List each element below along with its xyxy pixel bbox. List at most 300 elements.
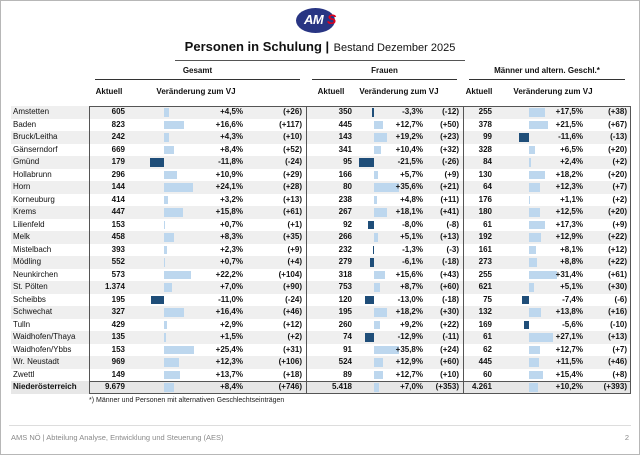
maenner-change-absolute: (+393) <box>603 382 627 391</box>
frauen-change-bar <box>374 146 381 155</box>
gesamt-aktuell-value: 9.679 <box>104 382 125 391</box>
group-header-gesamt: Gesamt <box>95 65 300 80</box>
frauen-aktuell-value: 120 <box>338 294 352 304</box>
frauen-change-cell <box>356 244 426 257</box>
frauen-aktuell-value: 143 <box>338 132 352 141</box>
maenner-change-percent: +18,2% <box>555 169 583 179</box>
frauen-change-cell <box>356 331 426 344</box>
maenner-change-percent: +8,1% <box>560 244 583 254</box>
gesamt-aktuell-value: 969 <box>111 357 125 366</box>
table-row-total <box>11 381 631 394</box>
gesamt-change-percent: -11,0% <box>218 294 243 304</box>
maenner-change-cell <box>496 144 586 157</box>
district-name: Wr. Neustadt <box>13 357 60 366</box>
table-row <box>11 194 631 207</box>
maenner-change-absolute: (+2) <box>612 157 627 166</box>
frauen-change-bar <box>374 308 387 317</box>
frauen-change-bar <box>374 283 380 292</box>
frauen-change-bar <box>374 171 378 180</box>
maenner-change-percent: +11,5% <box>556 357 583 366</box>
group-header-frauen: Frauen <box>312 65 457 80</box>
gesamt-change-absolute: (-24) <box>285 157 302 166</box>
gesamt-change-bar <box>164 283 172 292</box>
subheader-maenner-change: Veränderung zum VJ <box>513 87 593 96</box>
gesamt-aktuell-value: 179 <box>111 157 125 166</box>
maenner-aktuell-value: 169 <box>478 319 492 329</box>
gesamt-change-absolute: (+28) <box>283 182 302 191</box>
frauen-aktuell-value: 279 <box>338 257 352 266</box>
frauen-change-absolute: (+21) <box>440 182 459 191</box>
maenner-change-cell <box>496 244 586 257</box>
maenner-aktuell-value: 99 <box>483 132 492 141</box>
maenner-change-percent: -11,6% <box>558 132 583 141</box>
frauen-change-absolute: (+43) <box>440 269 459 279</box>
table-row <box>11 306 631 319</box>
district-name: Baden <box>13 119 37 129</box>
frauen-aktuell-value: 266 <box>338 232 352 241</box>
maenner-change-percent: +2,4% <box>560 157 583 166</box>
maenner-aktuell-value: 328 <box>478 144 492 154</box>
table-row <box>11 231 631 244</box>
gesamt-change-cell <box>129 356 246 369</box>
maenner-change-absolute: (+16) <box>608 307 627 316</box>
frauen-change-percent: +15,6% <box>395 269 423 279</box>
maenner-change-cell <box>496 344 586 357</box>
frauen-change-bar <box>374 321 380 330</box>
frauen-change-absolute: (-12) <box>442 107 459 116</box>
gesamt-change-cell <box>129 244 246 257</box>
maenner-change-percent: +13,8% <box>555 307 583 316</box>
maenner-change-percent: +17,5% <box>555 107 583 116</box>
maenner-change-bar <box>529 121 548 130</box>
gesamt-change-percent: +2,9% <box>220 319 243 329</box>
gesamt-change-percent: +16,4% <box>215 307 243 316</box>
gesamt-change-absolute: (+10) <box>283 132 302 141</box>
district-name: Waidhofen/Ybbs <box>13 344 72 354</box>
district-name: Gänserndorf <box>13 144 58 154</box>
frauen-aktuell-value: 92 <box>343 219 352 229</box>
gesamt-change-bar <box>164 346 194 355</box>
maenner-aktuell-value: 621 <box>478 282 492 291</box>
maenner-aktuell-value: 75 <box>483 294 492 304</box>
frauen-change-bar <box>372 108 374 117</box>
frauen-change-absolute: (+41) <box>440 207 459 216</box>
maenner-change-percent: +31,4% <box>555 269 583 279</box>
gesamt-change-percent: +7,0% <box>220 282 243 291</box>
subheader-frauen-change: Veränderung zum VJ <box>359 87 439 96</box>
subheader-maenner-aktuell: Aktuell <box>465 87 493 96</box>
maenner-change-absolute: (+9) <box>612 219 627 229</box>
frauen-aktuell-value: 350 <box>338 107 352 116</box>
subheader-gesamt-change: Veränderung zum VJ <box>156 87 236 96</box>
maenner-change-cell <box>496 269 586 282</box>
frauen-change-percent: +19,2% <box>395 132 423 141</box>
page-title-main: Personen in Schulung | <box>184 39 330 54</box>
gesamt-change-bar <box>164 171 177 180</box>
gesamt-aktuell-value: 414 <box>111 194 125 204</box>
gesamt-change-cell <box>129 144 246 157</box>
gesamt-change-bar <box>164 271 191 280</box>
frauen-change-cell <box>356 206 426 219</box>
gesamt-change-percent: +24,1% <box>215 182 243 191</box>
maenner-change-cell <box>496 206 586 219</box>
maenner-change-bar <box>529 246 536 255</box>
maenner-aktuell-value: 255 <box>478 107 492 116</box>
table-row <box>11 356 631 369</box>
frauen-change-bar <box>374 133 387 142</box>
maenner-aktuell-value: 445 <box>478 357 492 366</box>
gesamt-change-bar <box>164 183 193 192</box>
frauen-aktuell-value: 753 <box>338 282 352 291</box>
district-name: Waidhofen/Thaya <box>13 332 76 341</box>
frauen-change-cell <box>356 381 426 394</box>
frauen-change-percent: +8,7% <box>400 282 423 291</box>
frauen-change-cell <box>356 344 426 357</box>
maenner-change-bar <box>529 333 553 342</box>
maenner-change-absolute: (+12) <box>608 244 627 254</box>
frauen-aktuell-value: 74 <box>343 332 352 341</box>
maenner-change-bar <box>529 283 534 292</box>
maenner-change-bar <box>529 183 540 192</box>
gesamt-change-absolute: (+31) <box>283 344 302 354</box>
frauen-change-absolute: (+32) <box>440 144 459 154</box>
maenner-change-percent: +27,1% <box>555 332 583 341</box>
maenner-change-cell <box>496 319 586 332</box>
gesamt-change-bar <box>164 133 169 142</box>
gesamt-aktuell-value: 429 <box>111 319 125 329</box>
maenner-change-percent: +21,5% <box>555 119 583 129</box>
ams-logo-am-text: AM <box>304 12 324 27</box>
district-name: Krems <box>13 207 37 216</box>
frauen-change-bar <box>374 383 379 392</box>
gesamt-change-absolute: (+9) <box>287 244 302 254</box>
frauen-change-percent: +12,7% <box>395 119 423 129</box>
table-row <box>11 294 631 307</box>
gesamt-change-bar <box>164 308 184 317</box>
frauen-aktuell-value: 524 <box>338 357 352 366</box>
frauen-change-percent: -8,0% <box>402 219 423 229</box>
frauen-change-cell <box>356 131 426 144</box>
frauen-change-bar <box>365 333 374 342</box>
frauen-aktuell-value: 260 <box>338 319 352 329</box>
page-title-subtitle: Bestand Dezember 2025 <box>333 42 456 54</box>
maenner-change-percent: +10,2% <box>555 382 583 391</box>
frauen-change-bar <box>374 271 385 280</box>
gesamt-aktuell-value: 242 <box>111 132 125 141</box>
frauen-change-absolute: (-18) <box>442 294 459 304</box>
frauen-aktuell-value: 318 <box>338 269 352 279</box>
district-name: Bruck/Leitha <box>13 132 58 141</box>
gesamt-change-absolute: (+35) <box>283 232 302 241</box>
gesamt-change-percent: +8,4% <box>220 144 243 154</box>
gesamt-change-absolute: (+29) <box>283 169 302 179</box>
frauen-change-cell <box>356 144 426 157</box>
maenner-aktuell-value: 4.261 <box>471 382 492 391</box>
frauen-change-percent: +4,8% <box>400 194 423 204</box>
maenner-change-bar <box>529 233 541 242</box>
table-row <box>11 269 631 282</box>
gesamt-change-percent: +0,7% <box>220 257 243 266</box>
maenner-aktuell-value: 161 <box>478 244 492 254</box>
frauen-change-cell <box>356 281 426 294</box>
frauen-change-percent: -12,9% <box>397 332 423 341</box>
gesamt-change-absolute: (+13) <box>283 194 302 204</box>
table-row <box>11 206 631 219</box>
frauen-change-percent: +7,0% <box>400 382 423 391</box>
frauen-aktuell-value: 166 <box>338 169 352 179</box>
ams-logo-s-text: S <box>327 11 337 27</box>
table-row <box>11 169 631 182</box>
gesamt-change-bar <box>150 158 164 167</box>
group-header-maenner: Männer und altern. Geschl.* <box>469 65 625 80</box>
frauen-change-absolute: (+23) <box>440 132 459 141</box>
maenner-change-absolute: (-13) <box>610 132 627 141</box>
frauen-change-bar <box>365 296 374 305</box>
gesamt-aktuell-value: 144 <box>111 182 125 191</box>
gesamt-aktuell-value: 552 <box>111 257 125 266</box>
gesamt-change-cell <box>129 181 246 194</box>
table-row <box>11 344 631 357</box>
frauen-change-absolute: (+22) <box>440 319 459 329</box>
frauen-change-bar <box>374 358 383 367</box>
frauen-change-cell <box>356 106 426 119</box>
frauen-change-absolute: (-18) <box>442 257 459 266</box>
maenner-change-bar <box>529 371 543 380</box>
gesamt-change-absolute: (+90) <box>283 282 302 291</box>
frauen-change-cell <box>356 194 426 207</box>
maenner-change-cell <box>496 256 586 269</box>
frauen-change-bar <box>368 221 374 230</box>
maenner-change-absolute: (+13) <box>608 332 627 341</box>
gesamt-change-absolute: (-24) <box>285 294 302 304</box>
gesamt-change-percent: +13,7% <box>215 369 243 379</box>
gesamt-change-bar <box>164 333 166 342</box>
gesamt-change-absolute: (+26) <box>283 107 302 116</box>
frauen-change-percent: -13,0% <box>397 294 423 304</box>
frauen-change-absolute: (+30) <box>440 307 459 316</box>
maenner-change-cell <box>496 281 586 294</box>
maenner-change-bar <box>524 321 529 330</box>
gesamt-change-percent: +12,3% <box>215 357 243 366</box>
gesamt-change-cell <box>129 169 246 182</box>
gesamt-aktuell-value: 153 <box>111 219 125 229</box>
gesamt-change-absolute: (+4) <box>287 257 302 266</box>
gesamt-change-absolute: (+117) <box>279 119 302 129</box>
frauen-change-percent: +10,4% <box>395 144 423 154</box>
frauen-change-cell <box>356 181 426 194</box>
district-table <box>11 106 631 394</box>
frauen-change-absolute: (+24) <box>440 344 459 354</box>
frauen-change-bar <box>370 258 374 267</box>
maenner-change-cell <box>496 331 586 344</box>
frauen-change-bar <box>359 158 374 167</box>
maenner-change-bar <box>529 258 537 267</box>
page-number: 2 <box>624 433 629 442</box>
table-row <box>11 256 631 269</box>
maenner-change-percent: +5,1% <box>560 282 583 291</box>
maenner-change-bar <box>529 158 531 167</box>
maenner-change-percent: +8,8% <box>560 257 583 266</box>
gesamt-change-cell <box>129 281 246 294</box>
maenner-change-bar <box>529 358 539 367</box>
maenner-change-percent: +12,7% <box>555 344 583 354</box>
frauen-change-absolute: (+60) <box>440 357 459 366</box>
gesamt-change-bar <box>164 321 167 330</box>
maenner-change-bar <box>529 383 538 392</box>
maenner-change-bar <box>529 308 541 317</box>
district-name: Melk <box>13 232 30 241</box>
maenner-aktuell-value: 60 <box>483 369 492 379</box>
maenner-change-cell <box>496 156 586 169</box>
footer-text: AMS NÖ | Abteilung Analyse, Entwicklung und Steuerung (AES) <box>11 433 224 442</box>
district-name: Niederösterreich <box>13 382 77 391</box>
frauen-change-absolute: (+13) <box>440 232 459 241</box>
maenner-aktuell-value: 62 <box>483 344 492 354</box>
maenner-aktuell-value: 61 <box>483 332 492 341</box>
maenner-change-bar <box>529 221 545 230</box>
frauen-change-percent: -1,3% <box>402 244 423 254</box>
frauen-change-cell <box>356 369 426 382</box>
frauen-aktuell-value: 95 <box>343 157 352 166</box>
frauen-change-absolute: (+9) <box>444 169 459 179</box>
frauen-change-absolute: (+10) <box>440 369 459 379</box>
table-row <box>11 281 631 294</box>
gesamt-change-percent: +1,5% <box>220 332 243 341</box>
maenner-change-bar <box>529 108 545 117</box>
maenner-change-absolute: (+46) <box>608 357 627 366</box>
frauen-change-percent: -6,1% <box>402 257 423 266</box>
maenner-change-cell <box>496 356 586 369</box>
gesamt-change-cell <box>129 294 246 307</box>
gesamt-change-cell <box>129 306 246 319</box>
frauen-change-bar <box>374 208 387 217</box>
table-row <box>11 319 631 332</box>
gesamt-change-absolute: (+746) <box>278 382 302 391</box>
maenner-aktuell-value: 61 <box>483 219 492 229</box>
gesamt-change-absolute: (+12) <box>283 319 302 329</box>
gesamt-aktuell-value: 149 <box>111 369 125 379</box>
gesamt-aktuell-value: 327 <box>111 307 125 316</box>
maenner-change-absolute: (+7) <box>612 344 627 354</box>
maenner-change-cell <box>496 119 586 132</box>
frauen-change-absolute: (-3) <box>446 244 459 254</box>
maenner-change-absolute: (+67) <box>608 119 627 129</box>
gesamt-change-cell <box>129 231 246 244</box>
page-title <box>1 38 639 61</box>
gesamt-change-absolute: (+61) <box>283 207 302 216</box>
gesamt-change-cell <box>129 156 246 169</box>
maenner-change-absolute: (+7) <box>612 182 627 191</box>
gesamt-change-cell <box>129 119 246 132</box>
gesamt-change-cell <box>129 206 246 219</box>
district-name: Korneuburg <box>13 194 55 204</box>
gesamt-change-absolute: (+52) <box>283 144 302 154</box>
maenner-aktuell-value: 64 <box>483 182 492 191</box>
frauen-change-absolute: (+50) <box>440 119 459 129</box>
frauen-change-absolute: (-11) <box>442 332 459 341</box>
gesamt-change-percent: +10,9% <box>215 169 243 179</box>
district-name: Hollabrunn <box>13 169 52 179</box>
maenner-change-cell <box>496 194 586 207</box>
maenner-change-percent: -7,4% <box>562 294 583 304</box>
gesamt-change-cell <box>129 331 246 344</box>
gesamt-change-absolute: (+106) <box>278 357 302 366</box>
gesamt-change-bar <box>164 108 169 117</box>
gesamt-change-cell <box>129 106 246 119</box>
gesamt-change-bar <box>164 233 174 242</box>
gesamt-change-absolute: (+18) <box>283 369 302 379</box>
gesamt-change-bar <box>164 146 174 155</box>
frauen-change-percent: +35,6% <box>395 182 423 191</box>
district-name: Mistelbach <box>13 244 52 254</box>
frauen-aktuell-value: 91 <box>343 344 352 354</box>
gesamt-aktuell-value: 1.374 <box>104 282 125 291</box>
frauen-change-percent: +18,2% <box>395 307 423 316</box>
gesamt-aktuell-value: 153 <box>111 344 125 354</box>
maenner-aktuell-value: 378 <box>478 119 492 129</box>
frauen-change-absolute: (+11) <box>440 194 459 204</box>
ams-logo <box>296 7 344 34</box>
frauen-change-cell <box>356 294 426 307</box>
gesamt-change-percent: -11,8% <box>218 157 243 166</box>
footnote: *) Männer und Personen mit alternativen Geschlechtseinträgen <box>89 397 285 404</box>
frauen-change-absolute: (+353) <box>435 382 459 391</box>
gesamt-change-absolute: (+104) <box>278 269 302 279</box>
frauen-change-cell <box>356 306 426 319</box>
gesamt-change-bar <box>164 221 165 230</box>
maenner-change-percent: -5,6% <box>562 319 583 329</box>
gesamt-aktuell-value: 447 <box>111 207 125 216</box>
gesamt-change-cell <box>129 369 246 382</box>
district-name: Zwettl <box>13 369 35 379</box>
table-row <box>11 131 631 144</box>
gesamt-change-percent: +25,4% <box>215 344 243 354</box>
frauen-change-bar <box>374 196 377 205</box>
district-name: Amstetten <box>13 107 50 116</box>
maenner-change-percent: +1,1% <box>560 194 583 204</box>
table-row <box>11 106 631 119</box>
gesamt-change-bar <box>164 371 180 380</box>
gesamt-change-percent: +15,8% <box>215 207 243 216</box>
frauen-change-percent: +5,1% <box>400 232 423 241</box>
maenner-change-absolute: (+22) <box>608 257 627 266</box>
maenner-change-percent: +12,5% <box>555 207 583 216</box>
maenner-change-bar <box>529 171 545 180</box>
maenner-change-absolute: (+61) <box>608 269 627 279</box>
table-row <box>11 156 631 169</box>
gesamt-change-cell <box>129 344 246 357</box>
gesamt-change-percent: +16,6% <box>215 119 243 129</box>
frauen-change-absolute: (+60) <box>440 282 459 291</box>
frauen-change-absolute: (-26) <box>442 157 459 166</box>
gesamt-change-bar <box>164 196 168 205</box>
table-row <box>11 219 631 232</box>
maenner-change-absolute: (+30) <box>608 282 627 291</box>
frauen-change-percent: +5,7% <box>400 169 423 179</box>
frauen-change-cell <box>356 256 426 269</box>
gesamt-change-cell <box>129 381 246 394</box>
maenner-change-bar <box>529 196 530 205</box>
frauen-change-cell <box>356 156 426 169</box>
frauen-change-percent: +12,9% <box>395 357 423 366</box>
gesamt-change-absolute: (+46) <box>283 307 302 316</box>
frauen-change-bar <box>373 246 374 255</box>
maenner-change-absolute: (+20) <box>608 207 627 216</box>
maenner-aktuell-value: 84 <box>483 157 492 166</box>
frauen-change-bar <box>374 233 378 242</box>
gesamt-change-percent: +3,2% <box>220 194 243 204</box>
maenner-aktuell-value: 132 <box>478 307 492 316</box>
